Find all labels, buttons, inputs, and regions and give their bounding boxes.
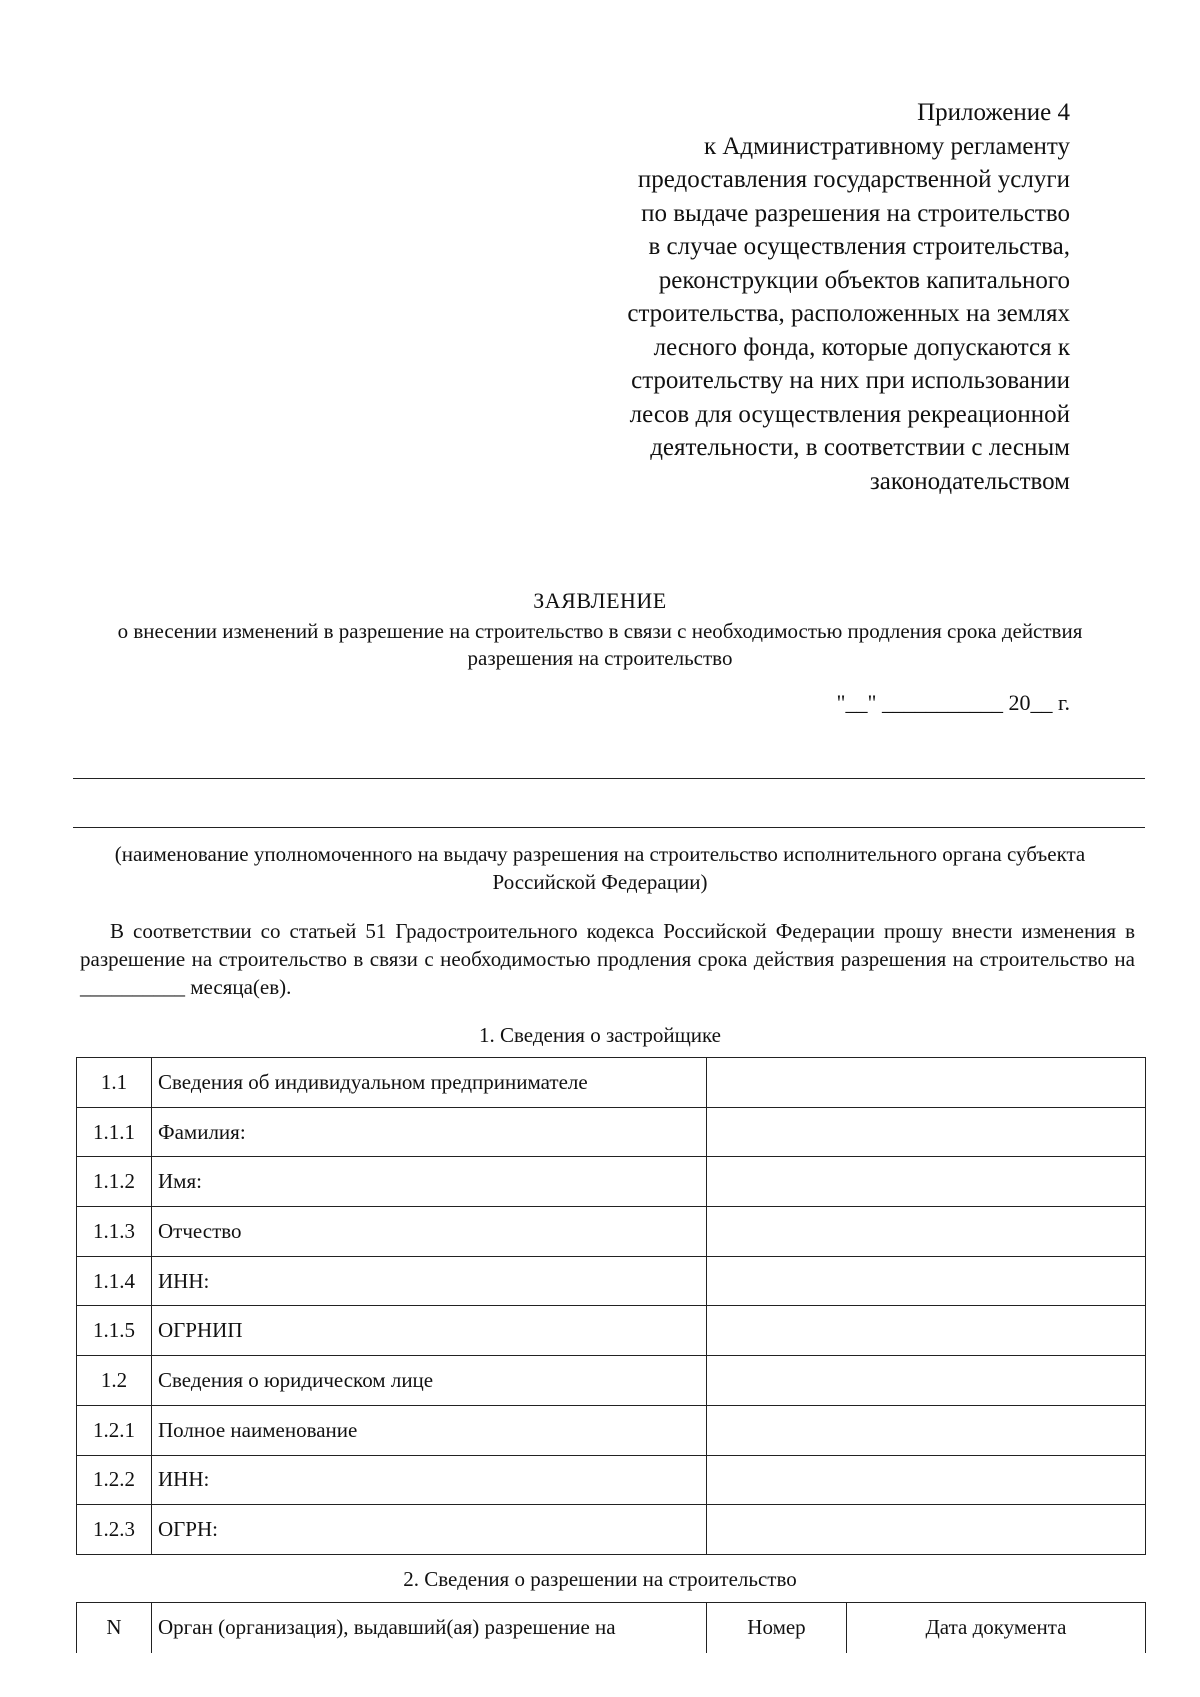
appendix-line: деятельности, в соответствии с лесным xyxy=(650,434,1070,461)
appendix-line: лесов для осуществления рекреационной xyxy=(629,400,1070,428)
row-value-cell[interactable] xyxy=(707,1207,1146,1257)
table-header-row xyxy=(77,1603,1146,1653)
header-permit-number: Номер xyxy=(707,1603,847,1653)
row-label: ИНН: xyxy=(152,1455,707,1505)
row-label: Сведения о юридическом лице xyxy=(152,1356,707,1406)
table-row xyxy=(77,1207,1146,1257)
appendix-line: по выдаче разрешения на строительство xyxy=(641,199,1070,227)
row-value-cell[interactable] xyxy=(707,1157,1146,1207)
row-label: Фамилия: xyxy=(152,1107,707,1157)
table-row xyxy=(77,1356,1146,1406)
row-number: 1.2.3 xyxy=(77,1505,152,1555)
row-value-cell[interactable] xyxy=(707,1455,1146,1505)
row-label: Полное наименование xyxy=(152,1405,707,1455)
row-label: Имя: xyxy=(152,1157,707,1207)
row-value-cell[interactable] xyxy=(707,1058,1146,1108)
row-label: ОГРН: xyxy=(152,1505,707,1555)
row-number: 1.2.1 xyxy=(77,1405,152,1455)
developer-info-table xyxy=(76,1057,1146,1555)
request-paragraph: В соответствии со статьей 51 Градостроительного кодекса Российской Федерации прошу внести изменения в разрешение на строительство в связи с необходимостью продления срока действия разрешения на строительство на __________ месяца(ев). xyxy=(80,919,1135,999)
org-name-line-1 xyxy=(73,778,1145,779)
row-label: ОГРНИП xyxy=(152,1306,707,1356)
table-row xyxy=(77,1306,1146,1356)
row-number: 1.1.1 xyxy=(77,1107,152,1157)
section-title-developer: 1. Сведения о застройщике xyxy=(478,1023,721,1047)
row-number: 1.1.2 xyxy=(77,1157,152,1207)
document-title: ЗАЯВЛЕНИЕ xyxy=(533,588,667,613)
row-value-cell[interactable] xyxy=(707,1505,1146,1555)
table-row xyxy=(77,1256,1146,1306)
table-row xyxy=(77,1455,1146,1505)
appendix-line: лесного фонда, которые допускаются к xyxy=(653,333,1070,361)
table-row xyxy=(77,1058,1146,1108)
appendix-line: к Административному регламенту xyxy=(703,132,1070,160)
org-name-caption: (наименование уполномоченного на выдачу разрешения на строительство исполнительного органа субъекта Российской Федерации) xyxy=(114,842,1086,894)
table-row xyxy=(77,1157,1146,1207)
row-value-cell[interactable] xyxy=(707,1256,1146,1306)
header-number: N xyxy=(77,1603,152,1653)
appendix-line: строительства, расположенных на землях xyxy=(627,300,1070,327)
appendix-line: строительству на них при использовании xyxy=(631,367,1070,394)
row-value-cell[interactable] xyxy=(707,1356,1146,1406)
row-value-cell[interactable] xyxy=(707,1405,1146,1455)
permit-info-table xyxy=(76,1602,1146,1653)
row-number: 1.2 xyxy=(77,1356,152,1406)
appendix-line: законодательством xyxy=(869,467,1070,495)
table-row xyxy=(77,1107,1146,1157)
row-value-cell[interactable] xyxy=(707,1306,1146,1356)
appendix-line: реконструкции объектов капитального xyxy=(658,266,1070,294)
appendix-line: Приложение 4 xyxy=(917,99,1070,126)
table-row xyxy=(77,1405,1146,1455)
row-number: 1.1.3 xyxy=(77,1207,152,1257)
row-label: Отчество xyxy=(152,1207,707,1257)
row-number: 1.1 xyxy=(77,1058,152,1108)
document-subtitle: о внесении изменений в разрешение на строительство в связи с необходимостью продления срока действия разрешения на строительство xyxy=(117,619,1083,670)
row-label: ИНН: xyxy=(152,1256,707,1306)
org-name-line-2 xyxy=(73,827,1145,828)
table-row xyxy=(77,1505,1146,1555)
row-value-cell[interactable] xyxy=(707,1107,1146,1157)
header-issuing-org: Орган (организация), выдавший(ая) разрешение на xyxy=(152,1603,707,1653)
row-number: 1.2.2 xyxy=(77,1455,152,1505)
appendix-line: предоставления государственной услуги xyxy=(637,166,1070,193)
row-label: Сведения об индивидуальном предпринимателе xyxy=(152,1058,707,1108)
row-number: 1.1.4 xyxy=(77,1256,152,1306)
section-title-permit: 2. Сведения о разрешении на строительство xyxy=(403,1567,797,1591)
date-field: "__" ___________ 20__ г. xyxy=(836,690,1070,715)
appendix-header xyxy=(510,96,1070,498)
row-number: 1.1.5 xyxy=(77,1306,152,1356)
header-document-date: Дата документа xyxy=(847,1603,1146,1653)
appendix-line: в случае осуществления строительства, xyxy=(648,233,1070,260)
